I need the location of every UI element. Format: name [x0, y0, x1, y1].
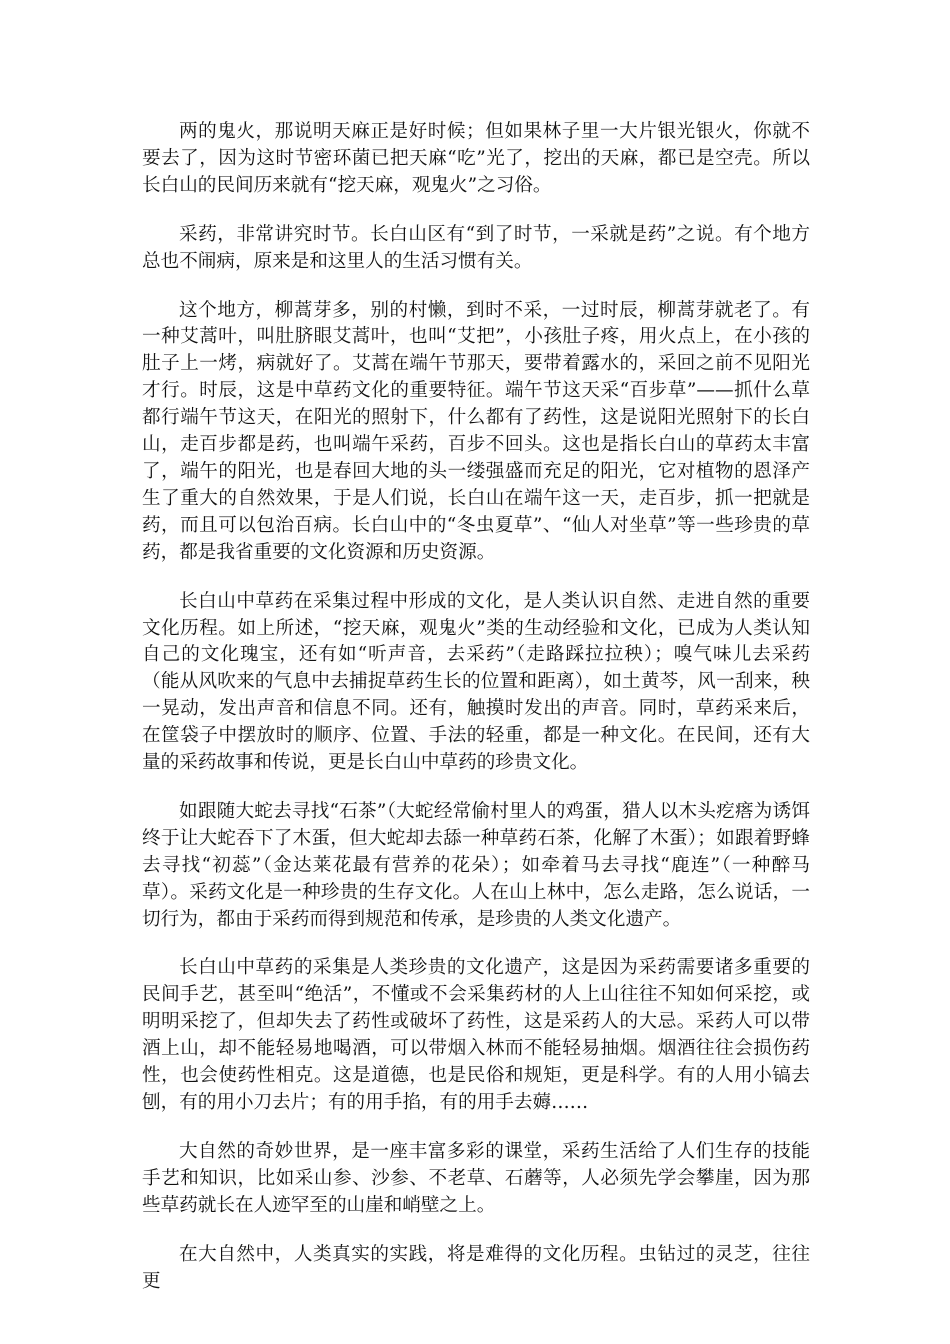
paragraph-8: 在大自然中，人类真实的实践，将是难得的文化历程。虫钻过的灵芝，往往更 [142, 1243, 810, 1292]
paragraph-4: 长白山中草药在采集过程中形成的文化，是人类认识自然、走进自然的重要文化历程。如上所述，“挖天麻，观鬼火”类的生动经验和文化，已成为人类认知自己的文化瑰宝，还有如“听声音，去采药”（走路踩拉拉秧）；嗅气味儿去采药（能从风吹来的气息中去捕捉草药生长的位置和距离），如土黄芩，风一刮来，秧一晃动，发出声音和信息不同。还有，触摸时发出的声音。同时，草药采来后，在筐袋子中摆放时的顺序、位置、手法的轻重，都是一种文化。在民间，还有大量的采药故事和传说，更是长白山中草药的珍贵文化。 [142, 590, 810, 774]
paragraph-5: 如跟随大蛇去寻找“石茶”（大蛇经常偷村里人的鸡蛋，猎人以木头疙瘩为诱饵终于让大蛇吞下了木蛋，但大蛇却去舔一种草药石茶，化解了木蛋）；如跟着野蜂去寻找“初蕊”（金达莱花最有营养的花朵）；如牵着马去寻找“鹿连”（一种醉马草）。采药文化是一种珍贵的生存文化。人在山上林中，怎么走路，怎么说话，一切行为，都由于采药而得到规范和传承，是珍贵的人类文化遗产。 [142, 800, 810, 930]
document-body [142, 119, 810, 1317]
paragraph-1: 两的鬼火，那说明天麻正是好时候；但如果林子里一大片银光银火，你就不要去了，因为这时节密环菌已把天麻“吃”光了，挖出的天麻，都已是空壳。所以长白山的民间历来就有“挖天麻，观鬼火”之习俗。 [142, 121, 810, 196]
paragraph-2: 采药，非常讲究时节。长白山区有“到了时节，一采就是药”之说。有个地方总也不闹病，原来是和这里人的生活习惯有关。 [142, 223, 810, 272]
paragraph-6: 长白山中草药的采集是人类珍贵的文化遗产，这是因为采药需要诸多重要的民间手艺，甚至叫“绝活”，不懂或不会采集药材的人上山往往不知如何采挖，或明明采挖了，但却失去了药性或破坏了药性，这是采药人的大忌。采药人可以带酒上山，却不能轻易地喝酒，可以带烟入林而不能轻易抽烟。烟酒往往会损伤药性，也会使药性相克。这是道德，也是民俗和规矩，更是科学。有的人用小镐去刨，有的用小刀去片；有的用手掐，有的用手去薅…… [142, 957, 810, 1113]
paragraph-3: 这个地方，柳蒿芽多，别的村懒，到时不采，一过时辰，柳蒿芽就老了。有一种艾蒿叶，叫肚脐眼艾蒿叶，也叫“艾把”，小孩肚子疼，用火点上，在小孩的肚子上一烤，病就好了。艾蒿在端午节那天，要带着露水的，采回之前不见阳光才行。时辰，这是中草药文化的重要特征。端午节这天采“百步草”——抓什么草都行端午节这天，在阳光的照射下，什么都有了药性，这是说阳光照射下的长白山，走百步都是药，也叫端午采药，百步不回头。这也是指长白山的草药太丰富了，端午的阳光，也是春回大地的头一缕强盛而充足的阳光，它对植物的恩泽产生了重大的自然效果，于是人们说，长白山在端午这一天，走百步，抓一把就是药，而且可以包治百病。长白山中的“冬虫夏草”、“仙人对坐草”等一些珍贵的草药，都是我省重要的文化资源和历史资源。 [142, 299, 810, 563]
paragraph-7: 大自然的奇妙世界，是一座丰富多彩的课堂，采药生活给了人们生存的技能手艺和知识，比如采山参、沙参、不老草、石蘑等，人必须先学会攀崖，因为那些草药就长在人迹罕至的山崖和峭壁之上。 [142, 1140, 810, 1216]
